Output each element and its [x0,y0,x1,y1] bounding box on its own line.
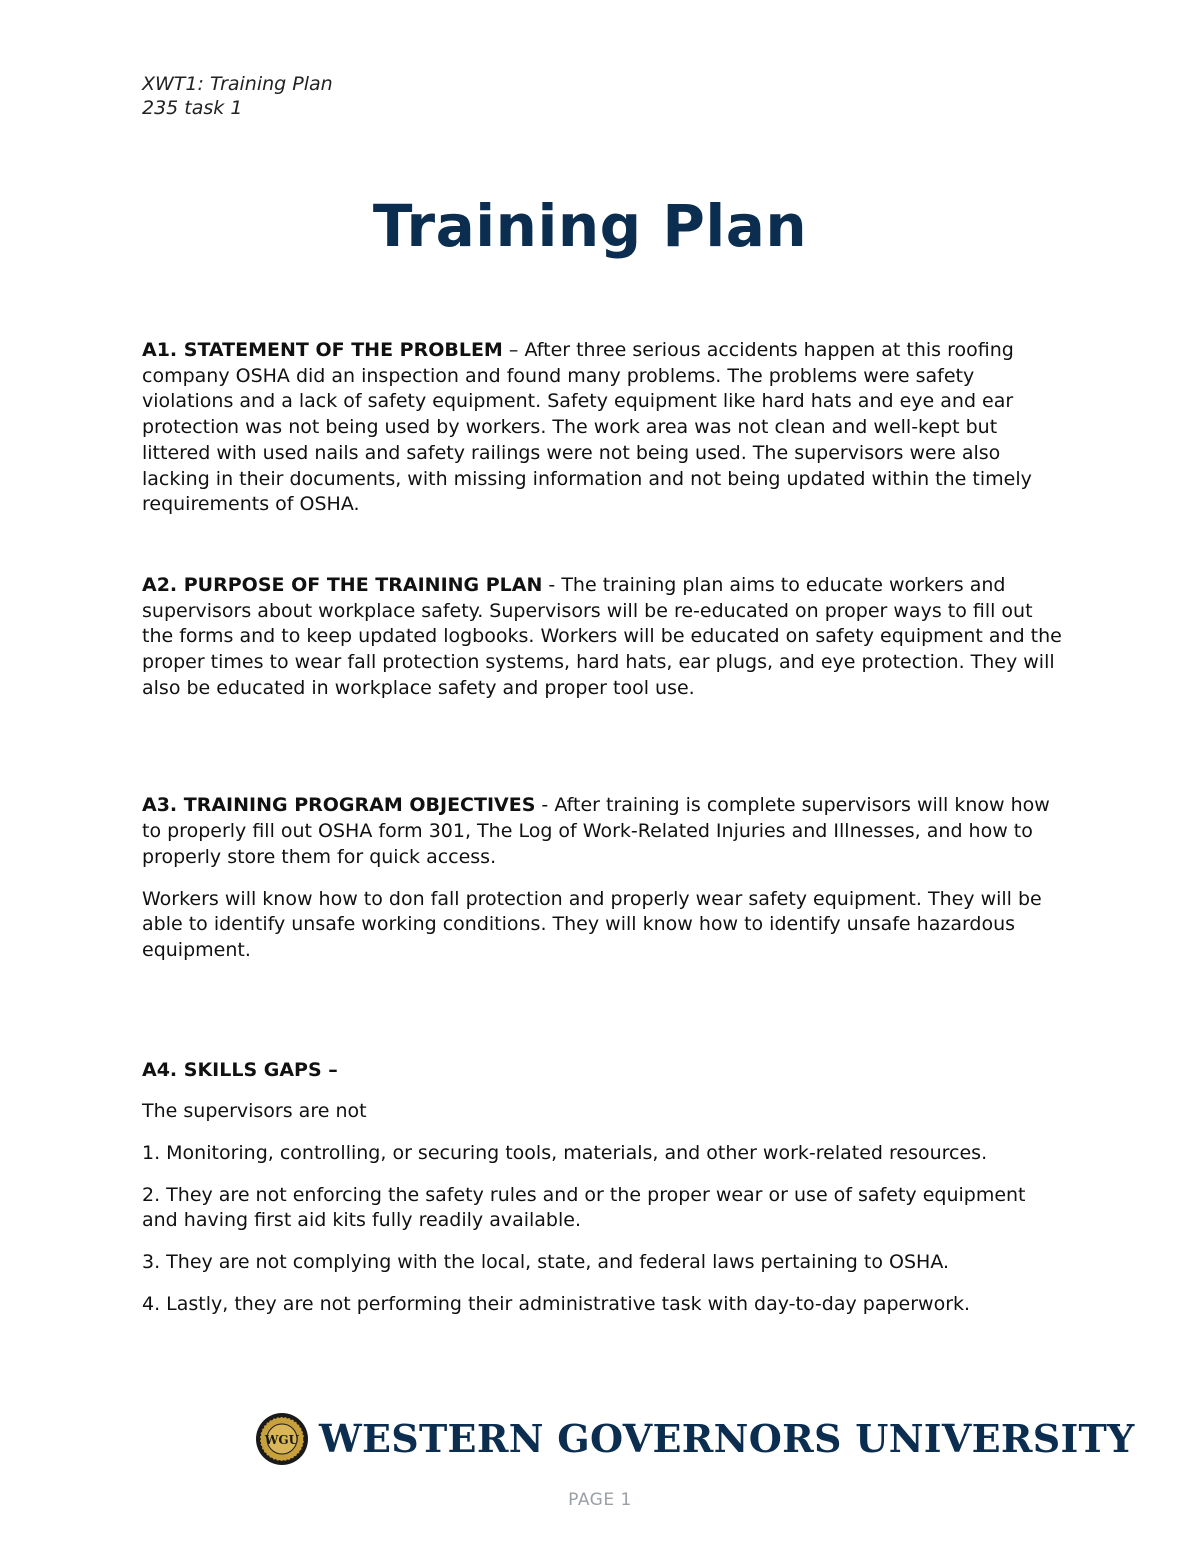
page-number: PAGE 1 [568,1490,632,1510]
section-a2-text: The training plan aims to educate workers and supervisors about workplace safety. Supervisors will be re-educated on proper ways to fill out the forms and to keep updated logbooks. Workers will be educated on safety equipment and the proper times to wear fall protection systems, hard hats, ear plugs, and eye protection. They will also be educated in workplace safety and proper tool use. [142,573,1062,699]
section-a3-text: After training is complete supervisors will know how to properly fill out OSHA form 301, The Log of Work-Related Injuries and Illnesses, and how to properly store them for quick access. [142,794,1050,868]
section-a3-dash: - [535,794,555,817]
section-a2-dash: - [542,573,562,596]
university-name: WESTERN GOVERNORS UNIVERSITY [319,1416,1135,1461]
page-title: Training Plan [372,192,808,260]
section-a1-text: After three serious accidents happen at this roofing company OSHA did an inspection and found many problems. The problems were safety violations and a lack of safety equipment. Safety equipment like hard hats and eye and ear protection was not being used by workers. The work area was not clean and well-kept but littered with used nails and safety railings were not being used. The supervisors were also lacking in their documents, with missing information and not being updated within the timely requirements of OSHA. [142,339,1032,516]
document-body [142,338,1062,1334]
section-a2-label: A2. PURPOSE OF THE TRAINING PLAN [142,573,543,596]
section-a3-workers: Workers will know how to don fall protection and properly wear safety equipment. They will be able to identify unsafe working conditions. They will know how to identify unsafe hazardous equipment. [142,887,1042,961]
skills-gap-item: 4. Lastly, they are not performing their administrative task with day-to-day paperwork. [142,1292,971,1315]
wgu-seal-icon [255,1412,309,1466]
header-task: 235 task 1 [142,97,243,119]
section-a4-intro: The supervisors are not [142,1100,367,1123]
university-logo [255,1410,1135,1470]
page-header [142,72,333,120]
section-a2 [142,573,1062,702]
skills-gap-item: 2. They are not enforcing the safety rules and or the proper wear or use of safety equipment and having first aid kits fully readily available. [142,1183,1026,1232]
section-a3-label: A3. TRAINING PROGRAM OBJECTIVES [142,794,536,817]
section-a1-dash: – [502,339,525,361]
section-a1 [142,338,1062,518]
section-a4-heading: A4. SKILLS GAPS – [142,1058,338,1081]
seal-monogram: WGU [264,1433,300,1447]
skills-gap-item: 1. Monitoring, controlling, or securing tools, materials, and other work-related resources. [142,1142,988,1165]
skills-gap-item: 3. They are not complying with the local, state, and federal laws pertaining to OSHA. [142,1251,950,1274]
section-a3 [142,793,1062,870]
header-course: XWT1: Training Plan [142,73,333,95]
section-a4-label [142,1058,1062,1084]
section-a1-label: A1. STATEMENT OF THE PROBLEM [142,339,503,361]
